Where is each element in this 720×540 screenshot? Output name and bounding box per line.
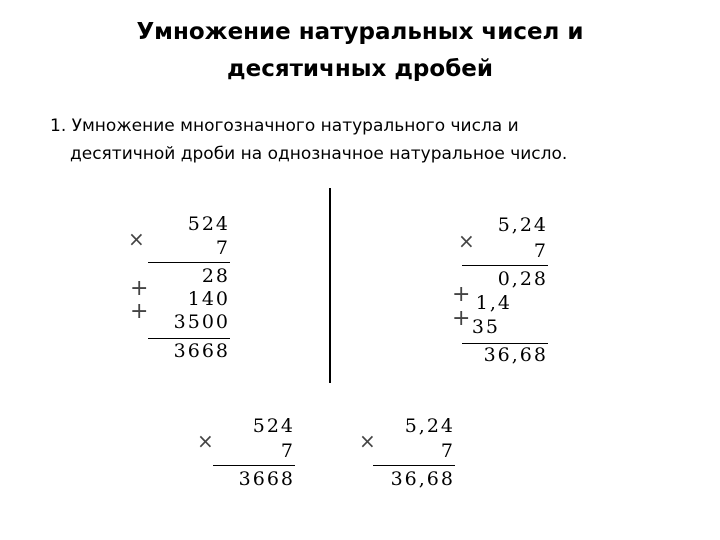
partial-product-3: 3500 xyxy=(173,311,230,333)
multiplier: 7 xyxy=(280,440,295,462)
plus-sign: + xyxy=(130,276,149,301)
plus-sign: + xyxy=(130,299,149,324)
partial-product-1: 0,28 xyxy=(497,268,548,290)
rule-line xyxy=(148,338,230,339)
multiplicand: 5,24 xyxy=(497,214,548,236)
multiplier: 7 xyxy=(440,440,455,462)
result: 3668 xyxy=(238,468,295,490)
multiply-sign: × xyxy=(458,229,475,253)
result: 36,68 xyxy=(483,344,548,366)
multiplicand: 524 xyxy=(187,213,230,235)
task-line-2: десятичной дроби на однозначное натуральное число. xyxy=(70,144,568,164)
multiply-sign: × xyxy=(197,429,214,453)
multiply-sign: × xyxy=(128,227,145,251)
partial-product-2: 1,4 xyxy=(475,292,512,314)
multiplier: 7 xyxy=(215,237,230,259)
multiplicand: 524 xyxy=(252,415,295,437)
plus-sign: + xyxy=(452,306,471,331)
task-statement xyxy=(50,112,690,168)
partial-product-3: 35 xyxy=(471,316,500,338)
multiplicand: 5,24 xyxy=(404,415,455,437)
vertical-divider xyxy=(329,188,331,383)
result: 3668 xyxy=(173,340,230,362)
result: 36,68 xyxy=(390,468,455,490)
slide-title-line-2: десятичных дробей xyxy=(227,56,493,82)
partial-product-2: 140 xyxy=(187,288,230,310)
natural-full-calculation xyxy=(120,208,230,368)
rule-line xyxy=(213,465,295,466)
slide-title xyxy=(60,14,660,88)
multiplier: 7 xyxy=(533,240,548,262)
decimal-full-calculation xyxy=(448,208,548,368)
partial-product-1: 28 xyxy=(201,265,230,287)
task-line-1: 1. Умножение многозначного натурального числа и xyxy=(50,116,519,136)
decimal-short-calculation xyxy=(355,412,455,492)
slide-title-line-1: Умножение натуральных чисел и xyxy=(136,19,584,45)
rule-line xyxy=(148,262,230,263)
multiply-sign: × xyxy=(359,429,376,453)
plus-sign: + xyxy=(452,282,471,307)
rule-line xyxy=(373,465,455,466)
rule-line xyxy=(462,265,548,266)
natural-short-calculation xyxy=(195,412,295,492)
